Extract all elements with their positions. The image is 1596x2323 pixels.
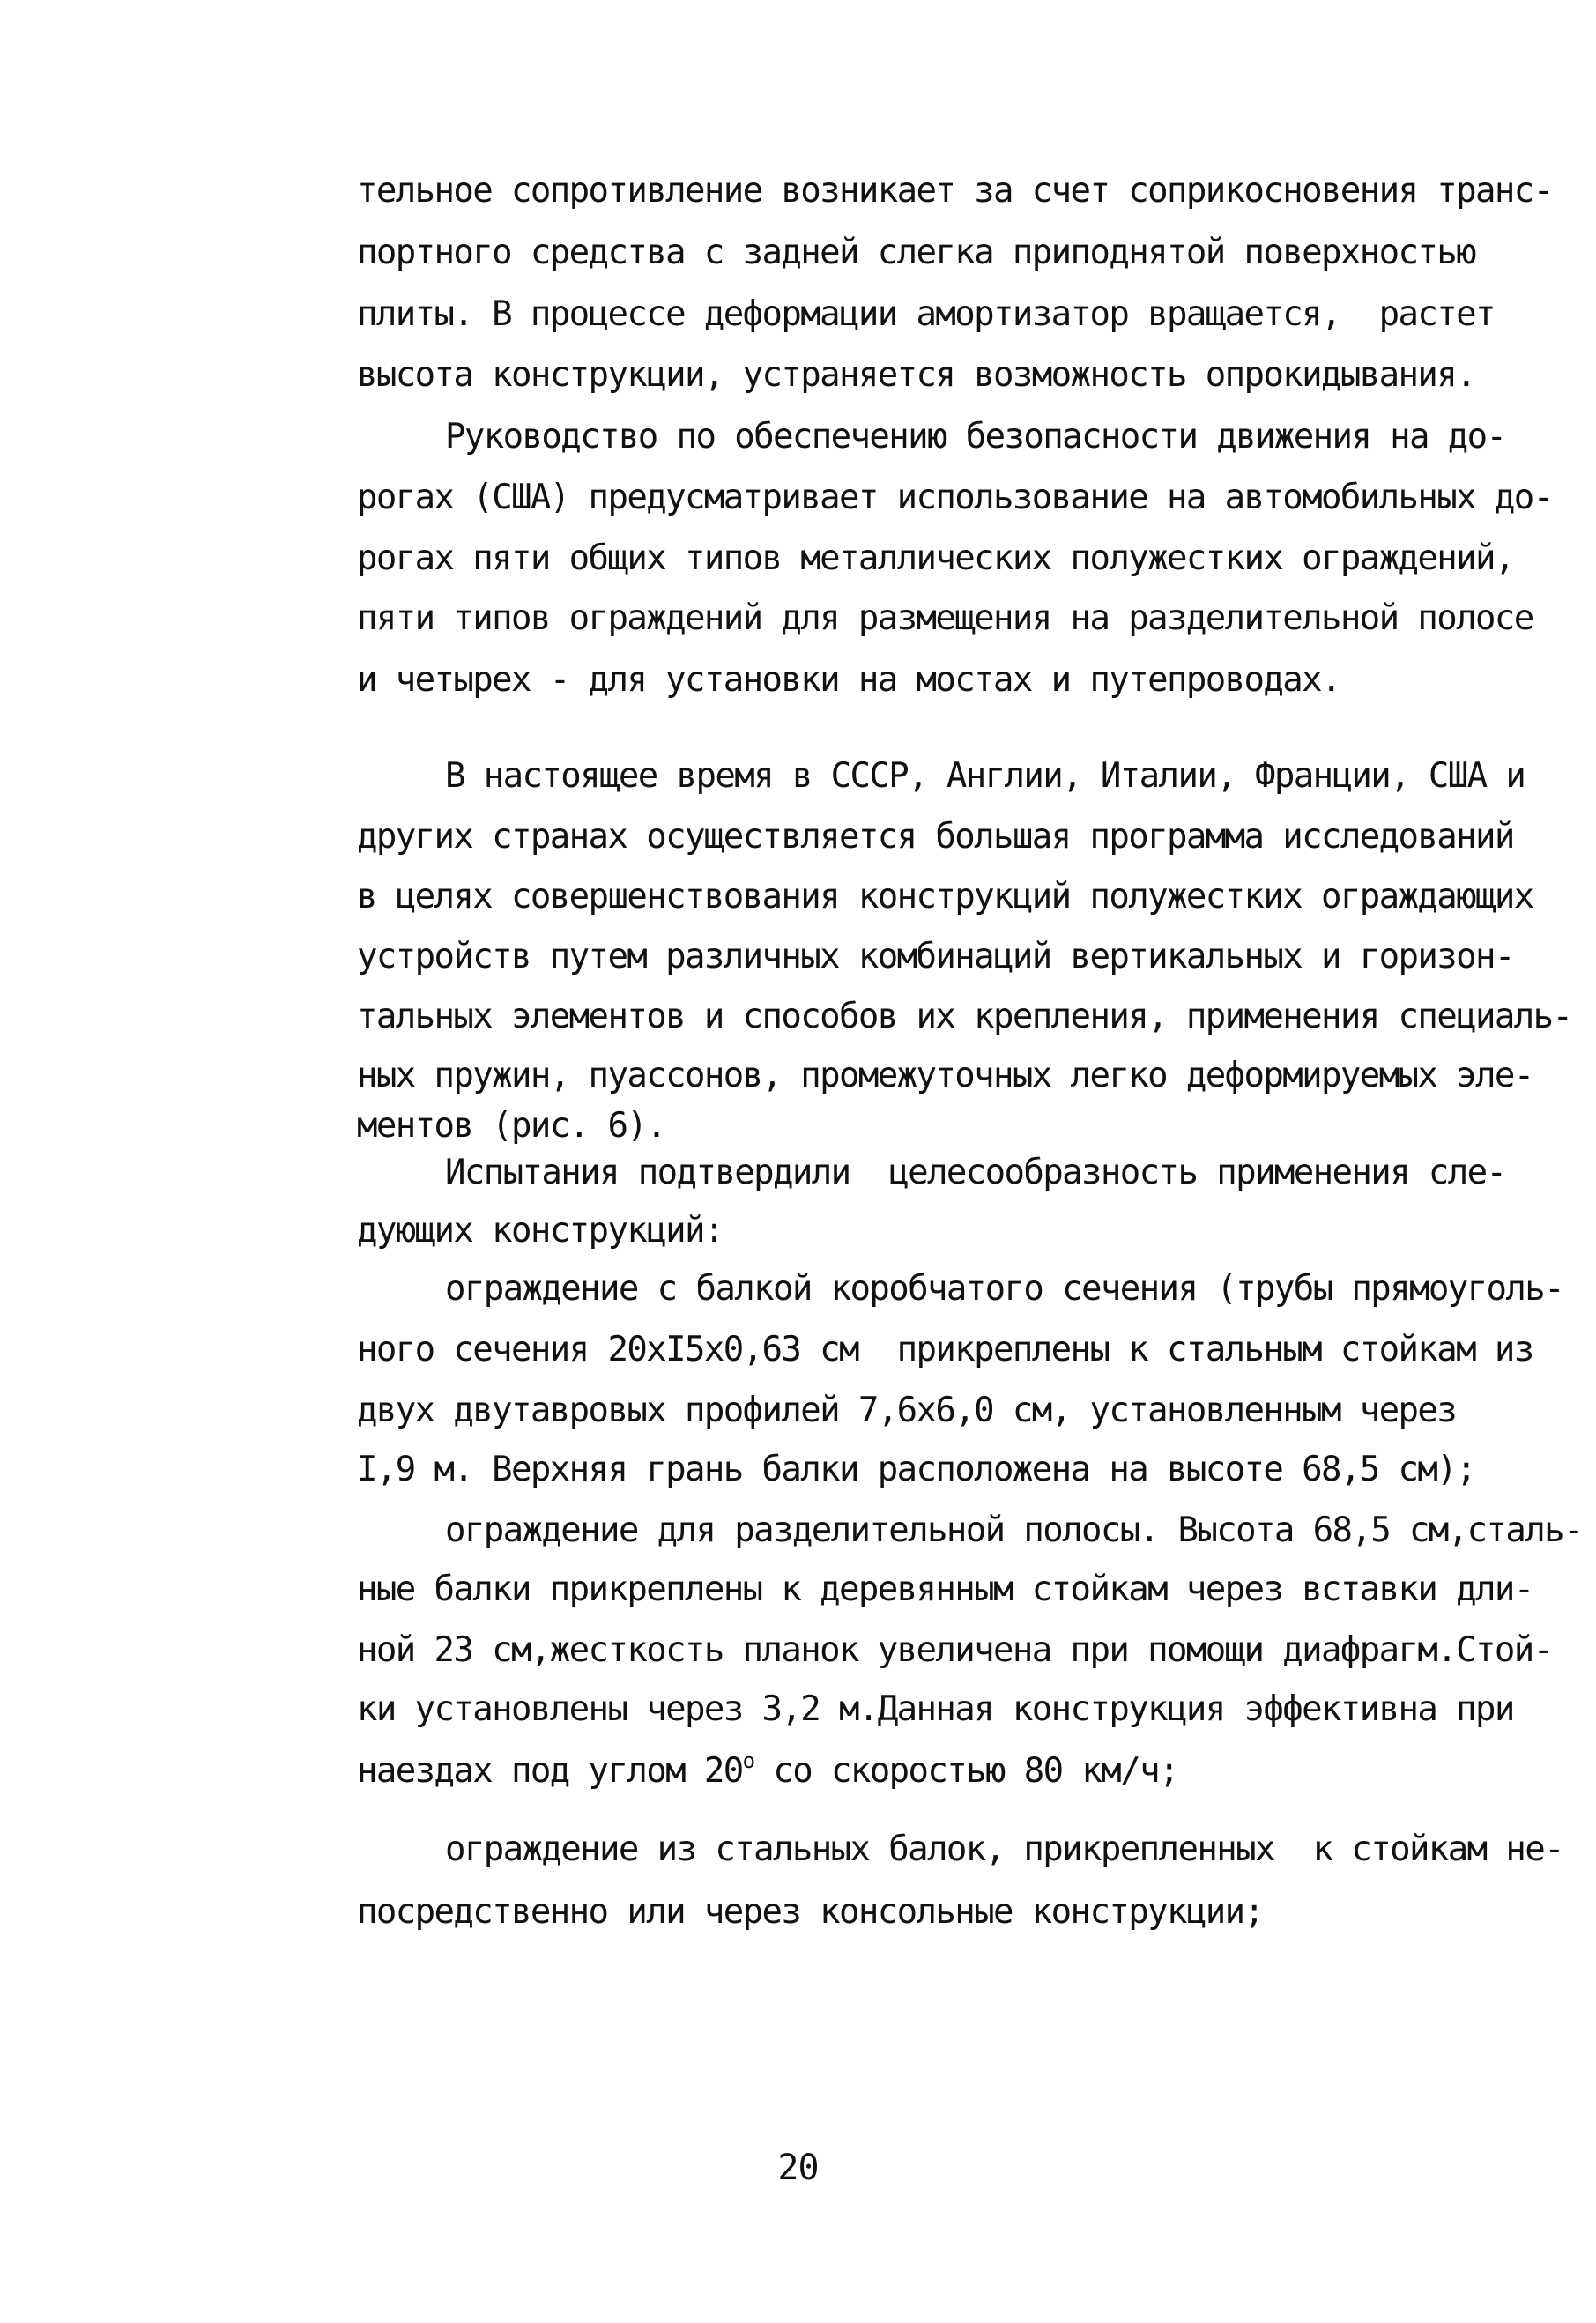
text-line: и четырех - для установки на мостах и путепроводах. — [357, 660, 1340, 700]
text-line: в целях совершенствования конструкций полужестких ограждающих — [357, 877, 1533, 917]
text-line: портного средства с задней слегка приподнятой поверхностью — [357, 233, 1476, 272]
text-line: ограждение с балкой коробчатого сечения (трубы прямоуголь- — [445, 1269, 1564, 1309]
text-line: ограждение из стальных балок, прикрепленных к стойкам не- — [445, 1829, 1564, 1869]
text-line: высота конструкции, устраняется возможность опрокидывания. — [357, 355, 1476, 395]
text-line: ного сечения 20хI5х0,63 см прикреплены к стальным стойкам из — [357, 1330, 1533, 1369]
text-line: тальных элементов и способов их крепления, применения специаль- — [357, 997, 1572, 1036]
text-line: устройств путем различных комбинаций вертикальных и горизон- — [357, 937, 1514, 976]
text-line: двух двутавровых профилей 7,6х6,0 см, установленным через — [357, 1391, 1457, 1430]
text-line: ных пружин, пуассонов, промежуточных легко деформируемых эле- — [357, 1056, 1533, 1095]
text-segment: наездах под углом 20 — [357, 1751, 743, 1791]
text-line: рогах (США) предусматривает использование на автомобильных до- — [357, 478, 1553, 517]
text-line: пяти типов ограждений для размещения на разделительной полосе — [357, 598, 1533, 638]
text-line: Испытания подтвердили целесообразность применения сле- — [445, 1153, 1506, 1192]
text-line: ные балки прикреплены к деревянным стойкам через вставки дли- — [357, 1570, 1533, 1609]
text-line: ной 23 см,жесткость планок увеличена при помощи диафрагм.Стой- — [357, 1630, 1553, 1670]
text-line: ки установлены через 3,2 м.Данная конструкция эффективна при — [357, 1689, 1514, 1729]
text-line: тельное сопротивление возникает за счет соприкосновения транс- — [357, 171, 1553, 211]
degree-superscript: о — [742, 1748, 754, 1773]
text-line: Руководство по обеспечению безопасности движения на до- — [445, 417, 1506, 456]
text-line: дующих конструкций: — [357, 1211, 724, 1251]
text-line: рогах пяти общих типов металлических полужестких ограждений, — [357, 538, 1514, 578]
text-line: плиты. В процессе деформации амортизатор вращается, растет — [357, 294, 1495, 334]
text-line: других странах осуществляется большая программа исследований — [357, 817, 1514, 857]
text-line: ограждение для разделительной полосы. Высота 68,5 см,сталь- — [445, 1510, 1583, 1550]
text-line: посредственно или через консольные конструкции; — [357, 1892, 1264, 1932]
text-segment: со скоростью 80 км/ч; — [753, 1751, 1178, 1791]
text-line — [357, 1748, 1178, 1791]
text-line: В настоящее время в СССР, Англии, Италии, Франции, США и — [445, 756, 1525, 796]
text-line: ментов (рис. 6). — [357, 1106, 666, 1146]
text-line: I,9 м. Верхняя грань балки расположена на высоте 68,5 см); — [357, 1450, 1476, 1489]
page-number: 20 — [777, 2148, 819, 2188]
